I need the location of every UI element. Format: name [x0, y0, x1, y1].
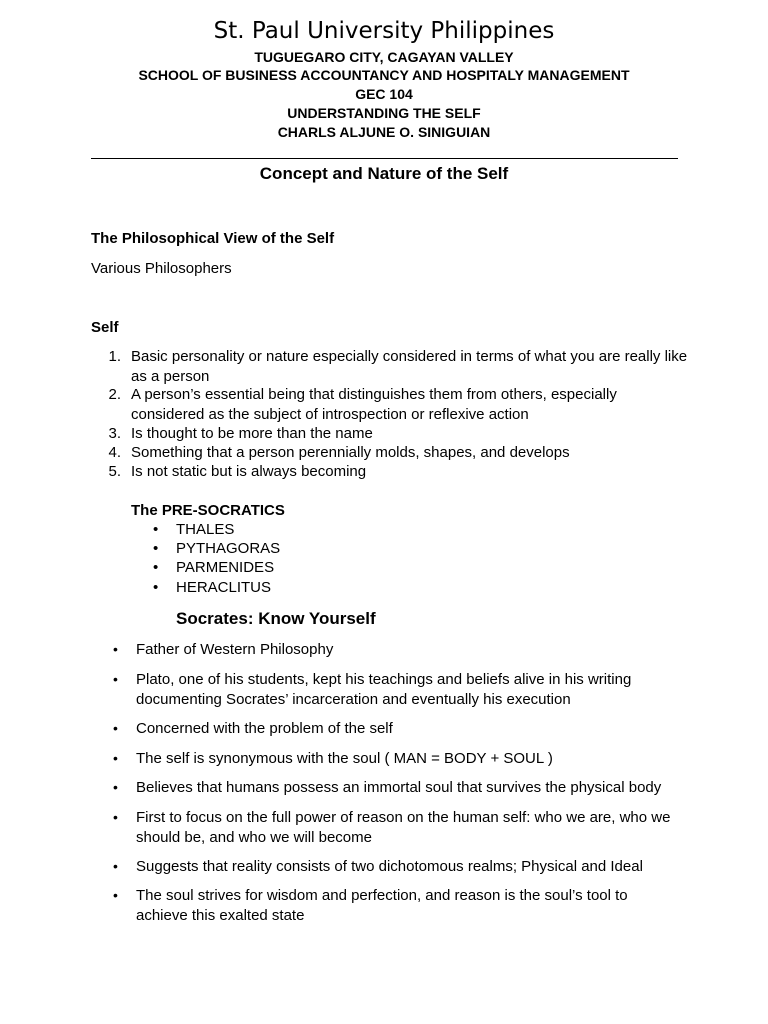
list-number: 2. [108, 386, 121, 403]
header-course-code: GEC 104 [355, 86, 413, 102]
philosopher-name: THALES [176, 521, 235, 538]
header-city: TUGUEGARO CITY, CAGAYAN VALLEY [254, 49, 514, 65]
document-title: Concept and Nature of the Self [259, 164, 509, 183]
bullet-icon: • [113, 858, 118, 874]
list-number: 5. [108, 463, 121, 480]
list-item-text: Is thought to be more than the name [131, 425, 373, 442]
presocratics-heading: The PRE-SOCRATICS [131, 502, 285, 519]
bullet-icon: • [113, 887, 118, 903]
list-item-text: The self is synonymous with the soul ( MAN = BODY + SOUL ) [136, 750, 553, 767]
list-item-text: Concerned with the problem of the self [136, 720, 393, 737]
header-divider [91, 158, 678, 159]
list-item-text: Plato, one of his students, kept his teachings and beliefs alive in his writing documenting Socrates’ incarceration and eventually his execution [136, 671, 632, 708]
bullet-icon: • [113, 750, 118, 766]
socrates-heading: Socrates: Know Yourself [176, 609, 376, 628]
university-name: St. Paul University Philippines [213, 18, 555, 44]
list-item-text: Suggests that reality consists of two dichotomous realms; Physical and Ideal [136, 858, 643, 875]
list-item-text: The soul strives for wisdom and perfection, and reason is the soul’s tool to achieve this exalted state [136, 887, 628, 924]
list-item-text: First to focus on the full power of reason on the human self: who we are, who we should be, and who we will become [136, 809, 671, 846]
bullet-icon: • [113, 641, 118, 657]
list-item-text: Basic personality or nature especially considered in terms of what you are really like as a person [131, 348, 688, 385]
bullet-icon: • [153, 579, 159, 596]
list-item-text: Something that a person perennially molds, shapes, and develops [131, 444, 570, 461]
list-item-text: Believes that humans possess an immortal soul that survives the physical body [136, 779, 662, 796]
philosophers-subtitle: Various Philosophers [91, 260, 232, 277]
bullet-icon: • [153, 559, 159, 576]
list-number: 4. [108, 444, 121, 461]
bullet-icon: • [113, 779, 118, 795]
philosopher-name: PYTHAGORAS [176, 540, 281, 557]
list-item-text: Is not static but is always becoming [131, 463, 367, 480]
list-number: 1. [108, 348, 121, 365]
bullet-icon: • [113, 720, 118, 736]
list-item-text: A person’s essential being that distinguishes them from others, especially considered as the subject of introspection or reflexive action [131, 386, 617, 423]
philosopher-name: HERACLITUS [176, 579, 272, 596]
list-item-text: Father of Western Philosophy [136, 641, 334, 658]
list-number: 3. [108, 425, 121, 442]
header-author: CHARLS ALJUNE O. SINIGUIAN [277, 124, 491, 140]
bullet-icon: • [153, 540, 159, 557]
header-school: SCHOOL OF BUSINESS ACCOUNTANCY AND HOSPITALY MANAGEMENT [138, 67, 630, 83]
philosopher-name: PARMENIDES [176, 559, 275, 576]
bullet-icon: • [153, 521, 159, 538]
bullet-icon: • [113, 809, 118, 825]
self-heading: Self [91, 319, 119, 336]
philosophical-view-heading: The Philosophical View of the Self [91, 230, 335, 247]
bullet-icon: • [113, 671, 118, 687]
header-course-title: UNDERSTANDING THE SELF [287, 105, 481, 121]
